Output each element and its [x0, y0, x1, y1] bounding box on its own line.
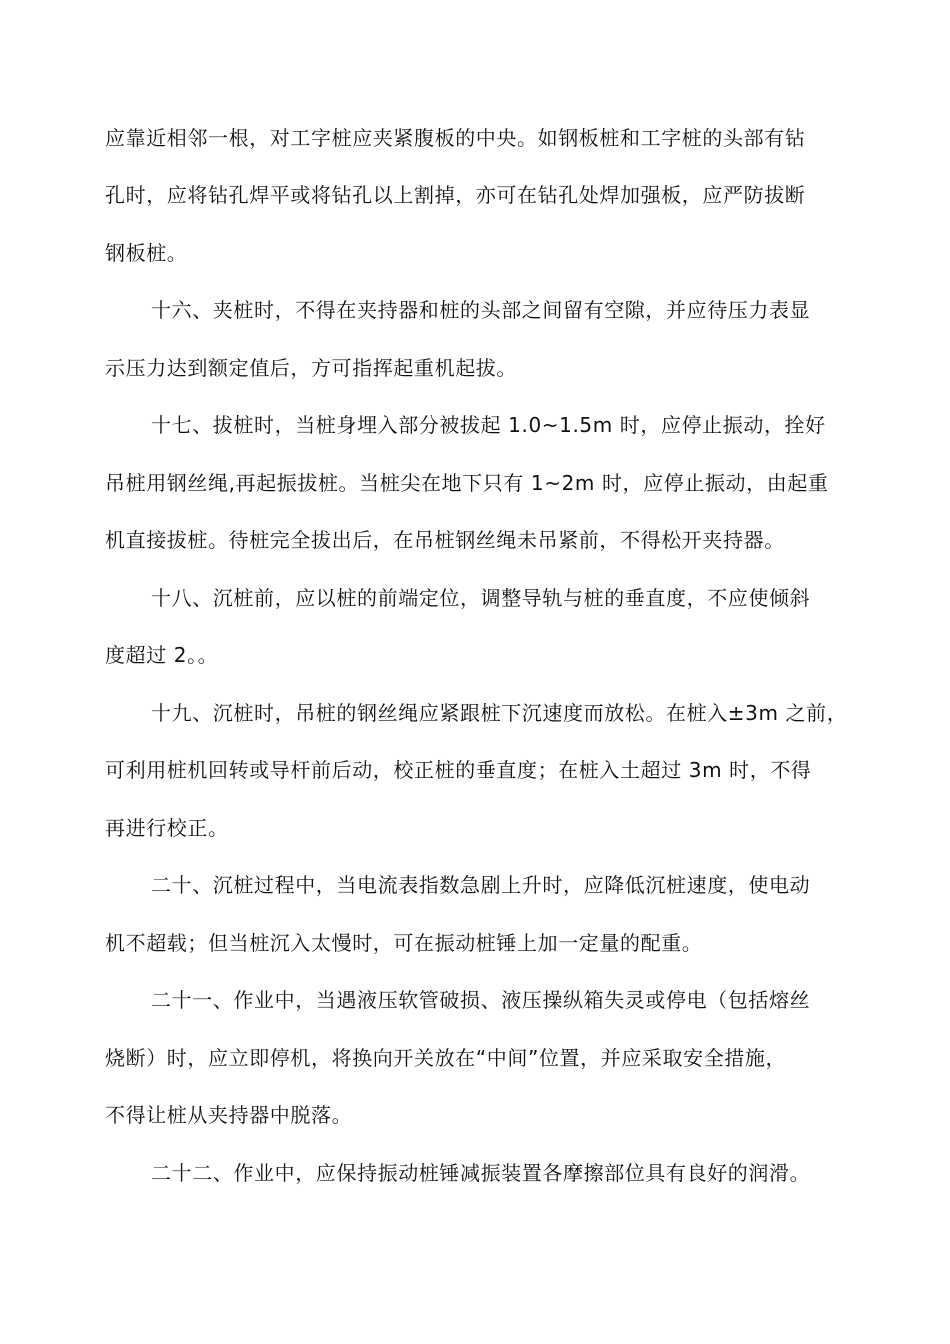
text-line: 可利用桩机回转或导杆前后动，校正桩的垂直度；在桩入土超过 3m 时，不得: [105, 758, 812, 782]
paragraph-22-line: 二十二、作业中，应保持振动桩锤减振装置各摩擦部位具有良好的润滑。: [151, 1161, 811, 1185]
paragraph-19-line: 十九、沉桩时，吊桩的钢丝绳应紧跟桩下沉速度而放松。在桩入±3m 之前，: [151, 701, 848, 725]
text-line: 应靠近相邻一根，对工字桩应夹紧腹板的中央。如钢板桩和工字桩的头部有钻: [105, 126, 806, 150]
paragraph-16-line: 十六、夹桩时，不得在夹持器和桩的头部之间留有空隙，并应待压力表显: [151, 298, 811, 322]
text-line: 度超过 2。。: [105, 643, 219, 667]
text-line: 机直接拔桩。待桩完全拔出后，在吊桩钢丝绳未吊紧前，不得松开夹持器。: [105, 528, 785, 552]
text-line: 钢板桩。: [105, 241, 188, 265]
text-line: 示压力达到额定值后，方可指挥起重机起拔。: [105, 356, 517, 380]
text-line: 吊桩用钢丝绳,再起振拔桩。当桩尖在地下只有 1~2m 时，应停止振动，由起重: [105, 471, 829, 495]
text-line: 烧断）时，应立即停机，将换向开关放在“中间”位置，并应采取安全措施，: [105, 1046, 787, 1070]
text-line: 再进行校正。: [105, 816, 229, 840]
paragraph-17-line: 十七、拔桩时，当桩身埋入部分被拔起 1.0~1.5m 时，应停止振动，拴好: [151, 413, 826, 437]
paragraph-21-line: 二十一、作业中，当遇液压软管破损、液压操纵箱失灵或停电（包括熔丝: [151, 988, 811, 1012]
paragraph-20-line: 二十、沉桩过程中，当电流表指数急剧上升时，应降低沉桩速度，使电动: [151, 873, 811, 897]
text-line: 机不超载；但当桩沉入太慢时，可在振动桩锤上加一定量的配重。: [105, 931, 703, 955]
text-line: 孔时，应将钻孔焊平或将钻孔以上割掉，亦可在钻孔处焊加强板，应严防拔断: [105, 183, 806, 207]
text-line: 不得让桩从夹持器中脱落。: [105, 1103, 353, 1127]
paragraph-18-line: 十八、沉桩前，应以桩的前端定位，调整导轨与桩的垂直度，不应使倾斜: [151, 586, 811, 610]
